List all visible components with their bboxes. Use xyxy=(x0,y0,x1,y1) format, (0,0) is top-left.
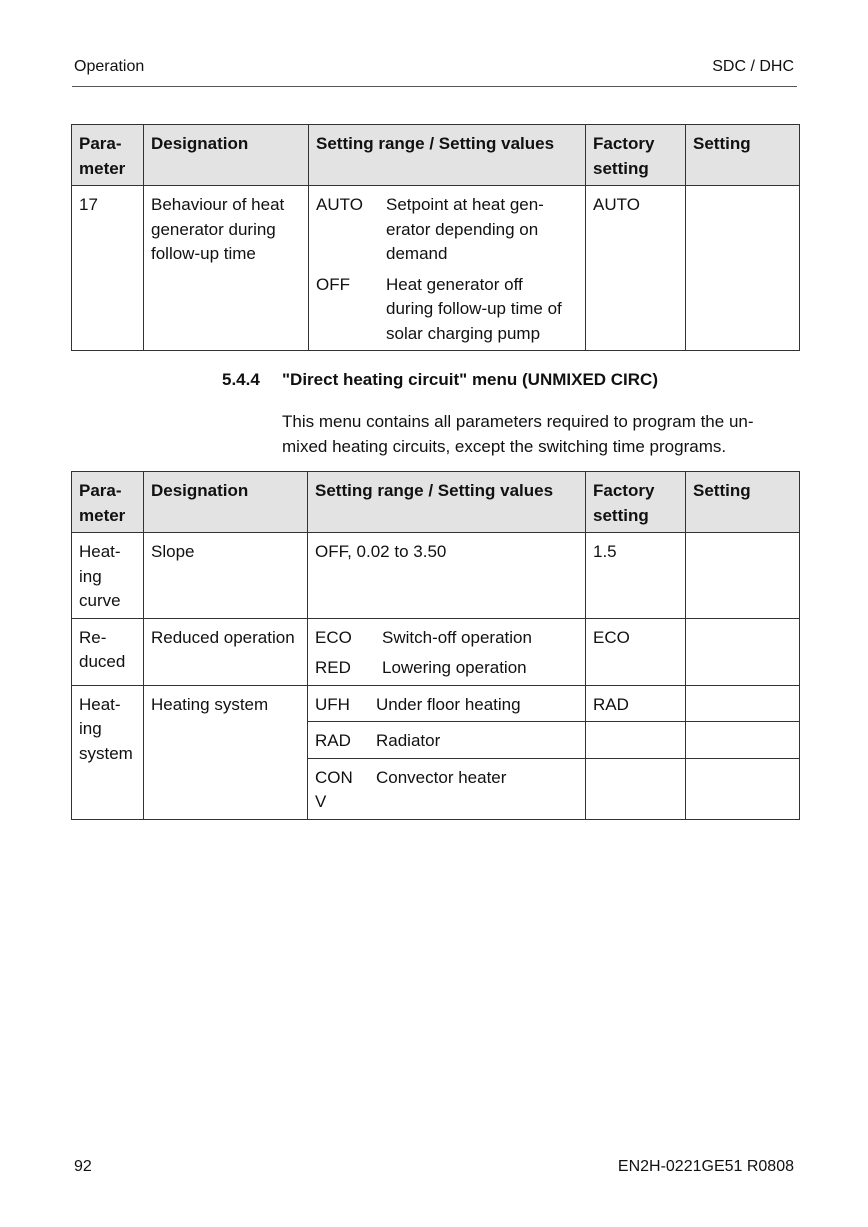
setting-cell xyxy=(686,186,800,351)
value-option: OFF Heat generator off during follow-up time of solar charging pump xyxy=(316,274,562,343)
col-parameter-header: Para- meter xyxy=(72,472,144,533)
factory-cell: RAD xyxy=(586,685,686,722)
col-designation-header: Designation xyxy=(144,472,308,533)
document-number: EN2H-0221GE51 R0808 xyxy=(617,1158,794,1175)
col-parameter-header: Para- meter xyxy=(72,125,144,186)
col-setting-header: Setting xyxy=(686,125,800,186)
col-setting-header: Setting xyxy=(686,472,800,533)
page-number: 92 xyxy=(74,1158,92,1175)
header-product-label: SDC / DHC xyxy=(712,58,794,75)
designation-cell: Behaviour of heat generator during follow-up time xyxy=(144,186,309,351)
parameter-cell: 17 xyxy=(72,186,144,351)
table-row xyxy=(72,685,800,722)
parameter-table-1 xyxy=(71,124,800,351)
range-cell: RAD Radiator xyxy=(308,722,586,759)
table-header-row xyxy=(72,472,800,533)
setting-cell xyxy=(686,618,800,685)
setting-cell xyxy=(686,758,800,819)
factory-cell xyxy=(586,758,686,819)
value-option: AUTO Setpoint at heat gen- erator depending on demand xyxy=(316,195,544,263)
range-cell: OFF, 0.02 to 3.50 xyxy=(308,533,586,619)
parameter-cell: Heat- ing curve xyxy=(72,533,144,619)
table-header-row xyxy=(72,125,800,186)
parameter-cell: Re- duced xyxy=(72,618,144,685)
range-cell xyxy=(308,618,586,685)
value-option: RED Lowering operation xyxy=(315,658,527,677)
parameter-table-2 xyxy=(71,471,800,820)
header-section-label: Operation xyxy=(74,58,145,75)
col-factory-header: Factory setting xyxy=(586,125,686,186)
setting-cell xyxy=(686,722,800,759)
factory-cell: 1.5 xyxy=(586,533,686,619)
col-factory-header: Factory setting xyxy=(586,472,686,533)
section-intro: This menu contains all parameters required to program the un- mixed heating circuits, except the switching time programs. xyxy=(282,412,754,456)
range-cell: CON V Convector heater xyxy=(308,758,586,819)
factory-cell xyxy=(586,722,686,759)
section-number: 5.4.4 xyxy=(222,370,260,389)
factory-cell: ECO xyxy=(586,618,686,685)
header-divider xyxy=(72,86,797,87)
table-row xyxy=(72,186,800,351)
designation-cell: Heating system xyxy=(144,685,308,819)
setting-cell xyxy=(686,685,800,722)
designation-cell: Reduced operation xyxy=(144,618,308,685)
col-range-header: Setting range / Setting values xyxy=(309,125,586,186)
value-option: ECO Switch-off operation xyxy=(315,627,532,647)
section-title: "Direct heating circuit" menu (UNMIXED CIRC) xyxy=(282,370,658,389)
setting-cell xyxy=(686,533,800,619)
col-range-header: Setting range / Setting values xyxy=(308,472,586,533)
designation-cell: Slope xyxy=(144,533,308,619)
range-cell: UFH Under floor heating xyxy=(308,685,586,722)
parameter-cell: Heat- ing system xyxy=(72,685,144,819)
col-designation-header: Designation xyxy=(144,125,309,186)
table-row xyxy=(72,533,800,619)
table-row xyxy=(72,618,800,685)
factory-cell: AUTO xyxy=(586,186,686,351)
range-cell xyxy=(309,186,586,351)
